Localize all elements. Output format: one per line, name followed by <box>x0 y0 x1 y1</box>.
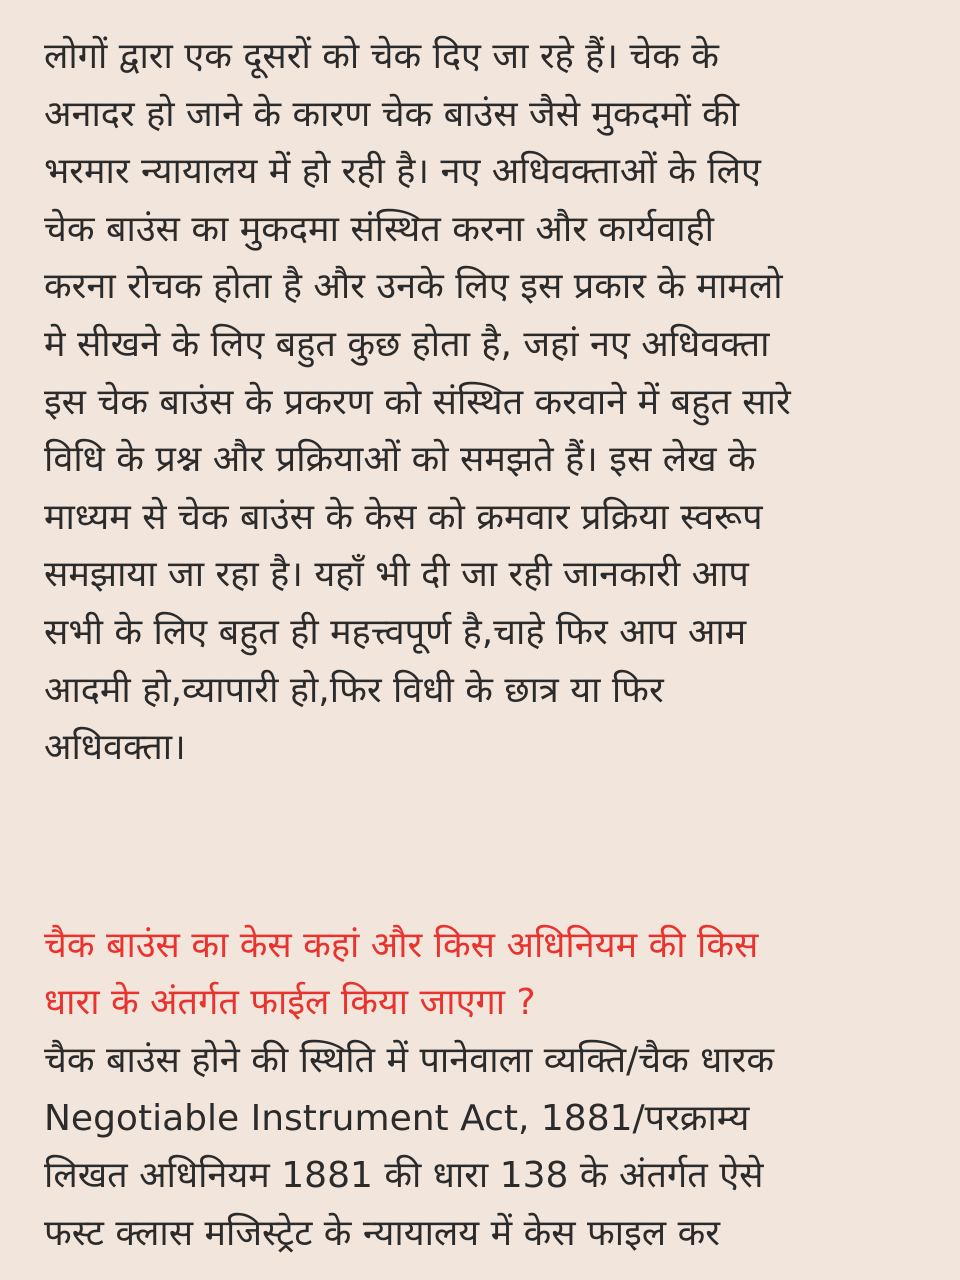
heading-line: धारा के अंतर्गत फाईल किया जाएगा ? <box>44 982 536 1024</box>
heading-line: चैक बाउंस का केस कहां और किस अधिनियम की किस <box>44 924 759 966</box>
body-line: चैक बाउंस होने की स्थिति में पानेवाला व्यक्ति/चैक धारक <box>44 1039 775 1081</box>
paragraph-line: आदमी हो,व्यापारी हो,फिर विधी के छात्र या फिर <box>44 669 664 711</box>
paragraph-line: चेक बाउंस का मुकदमा संस्थित करना और कार्यवाही <box>44 208 714 250</box>
paragraph-line: लोगों द्वारा एक दूसरों को चेक दिए जा रहे हैं। चेक के <box>44 36 719 77</box>
paragraph-line: समझाया जा रहा है। यहाँ भी दी जा रही जानकारी आप <box>44 554 749 596</box>
body-line: लिखत अधिनियम 1881 की धारा 138 के अंतर्गत ऐसे <box>44 1155 764 1197</box>
paragraph-line: अधिवक्ता। <box>44 727 186 769</box>
paragraph-line: सभी के लिए बहुत ही महत्त्वपूर्ण है,चाहे फिर आप आम <box>44 611 747 653</box>
paragraph-line: मे सीखने के लिए बहुत कुछ होता है, जहां नए अधिवक्ता <box>44 323 770 365</box>
paragraph-line: माध्यम से चेक बाउंस के केस को क्रमवार प्रक्रिया स्वरूप <box>44 496 763 538</box>
body-line: Negotiable Instrument Act, 1881/परक्राम्य <box>44 1097 750 1139</box>
paragraph-line: विधि के प्रश्न और प्रक्रियाओं को समझते हैं। इस लेख के <box>44 439 756 481</box>
paragraph-line: करना रोचक होता है और उनके लिए इस प्रकार के मामलो <box>44 266 783 308</box>
body-line: फस्ट क्लास मजिस्ट्रेट के न्यायालय में केस फाइल कर <box>44 1212 721 1254</box>
intro-paragraph <box>44 28 930 777</box>
section-heading <box>44 917 930 1032</box>
paragraph-line: इस चेक बाउंस के प्रकरण को संस्थित करवाने में बहुत सारे <box>44 381 791 423</box>
paragraph-line: अनादर हो जाने के कारण चेक बाउंस जैसे मुकदमों की <box>44 93 740 135</box>
section-body <box>44 1032 930 1262</box>
paragraph-line: भरमार न्यायालय में हो रही है। नए अधिवक्ताओं के लिए <box>44 151 761 193</box>
